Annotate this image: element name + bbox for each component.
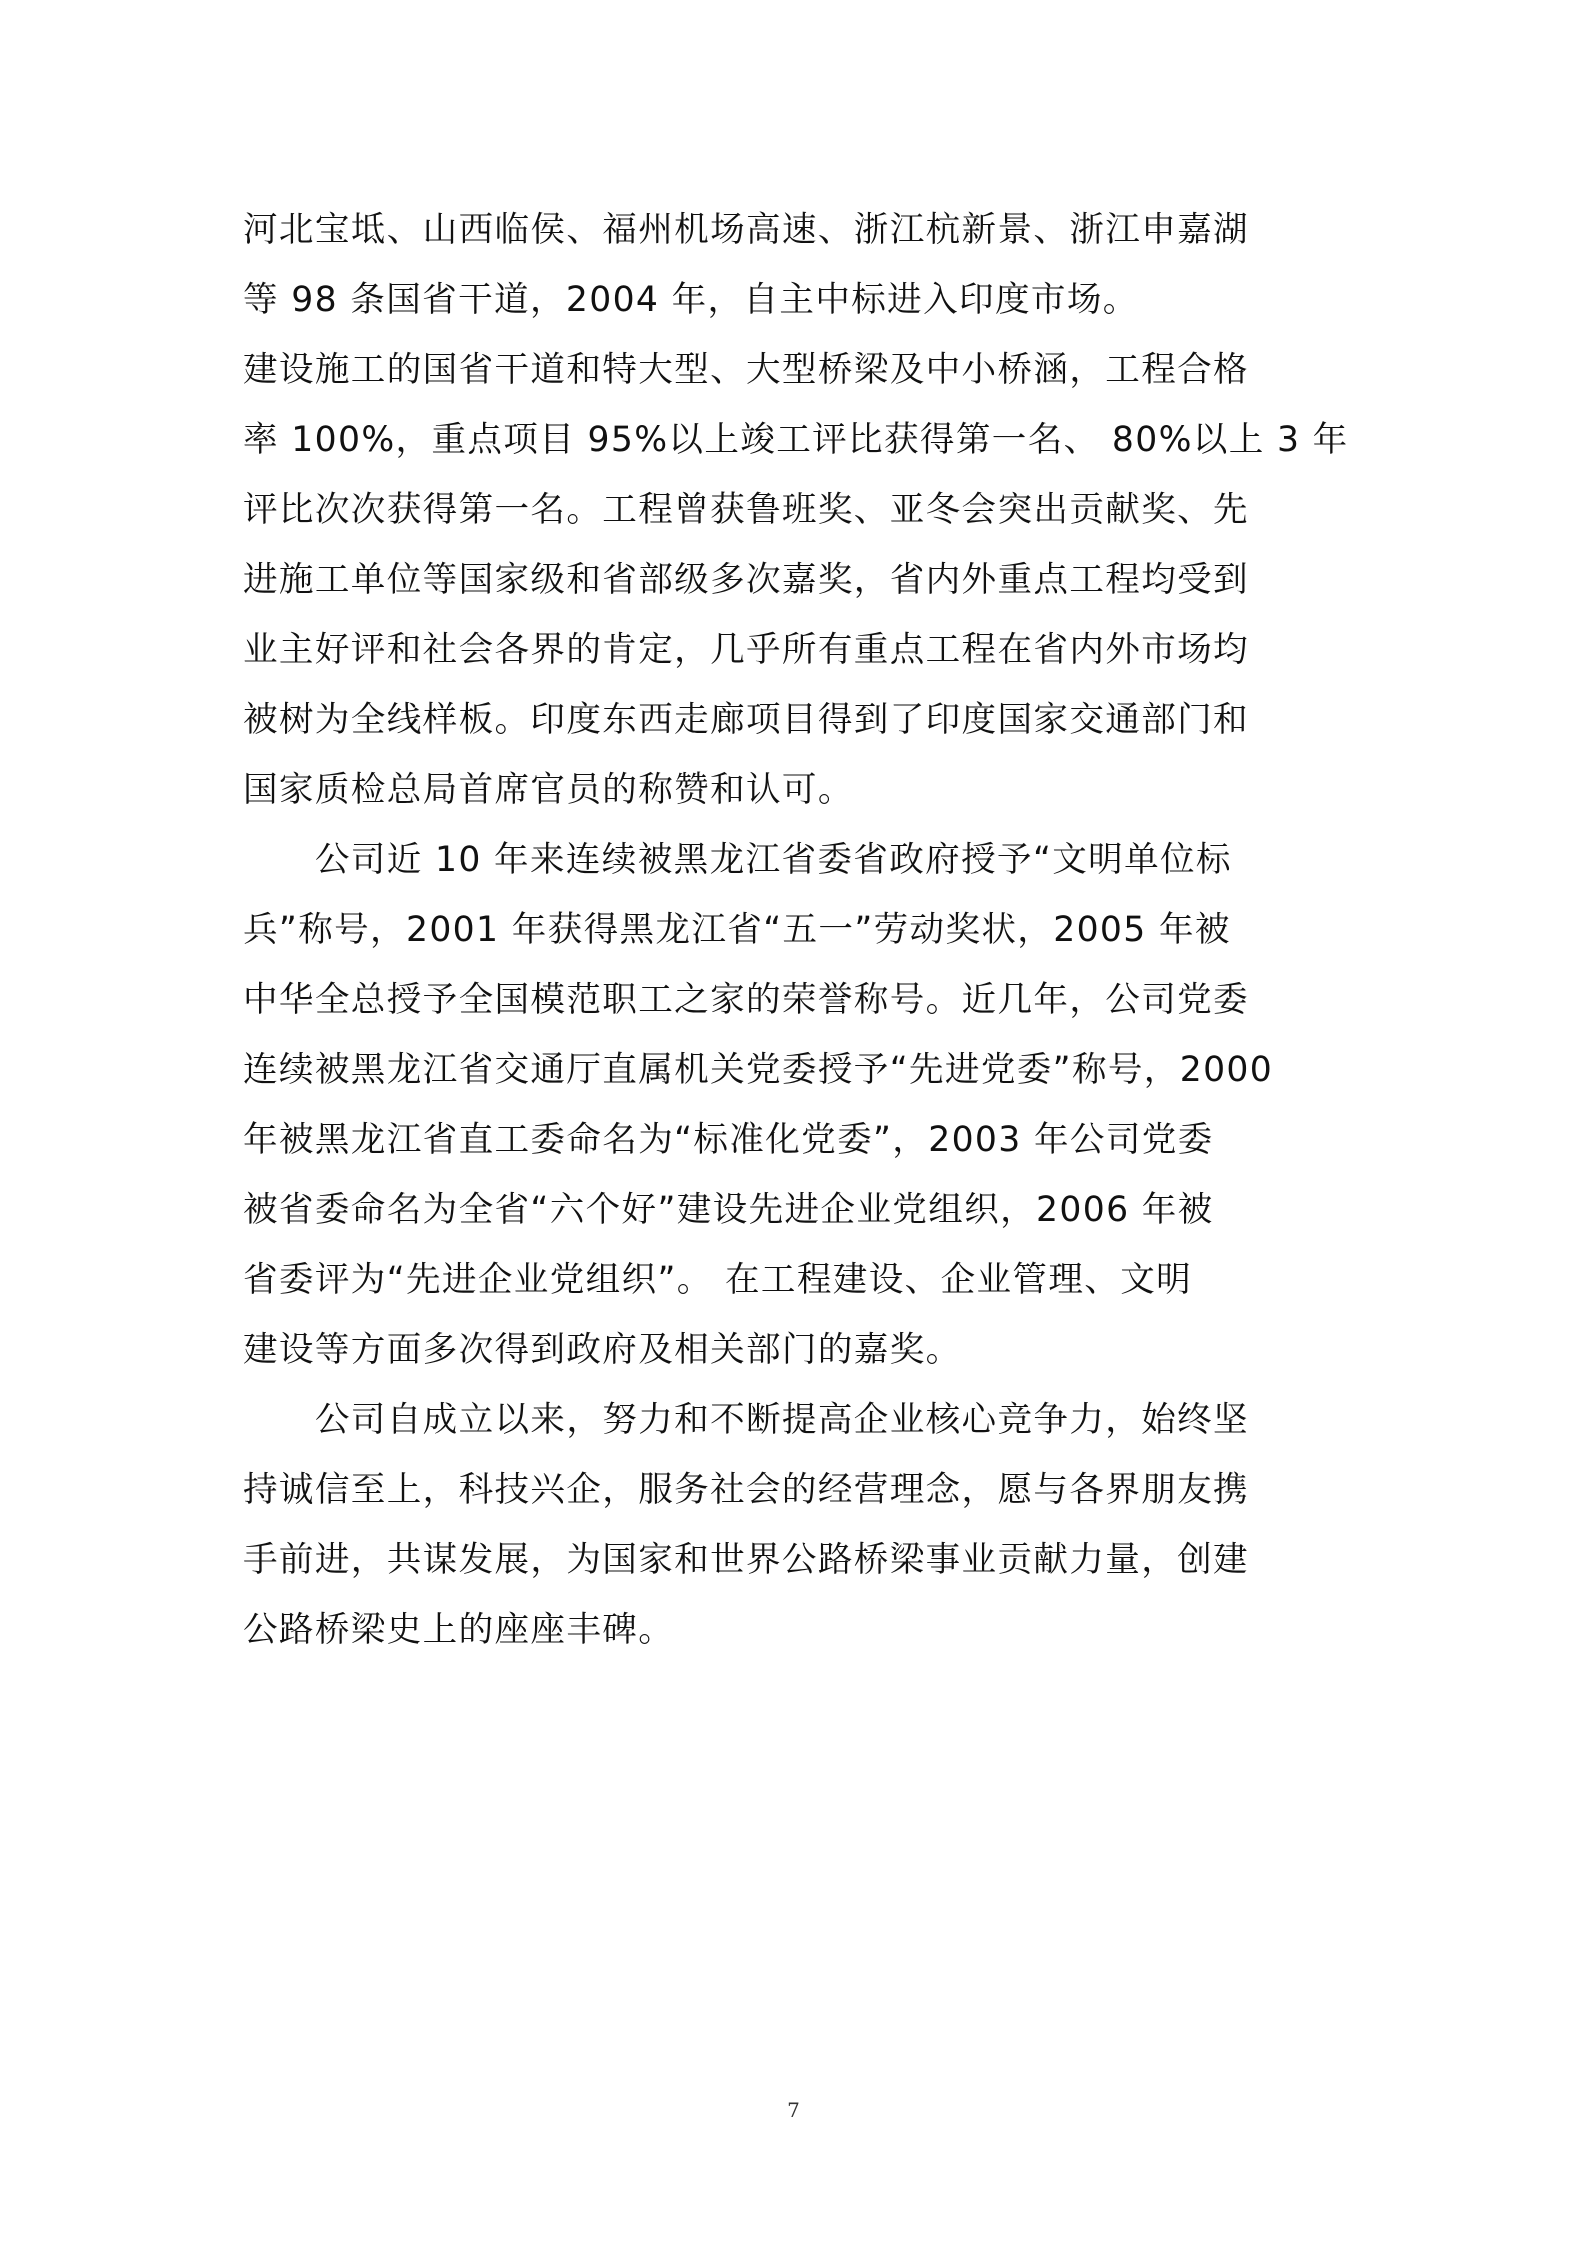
- text-line: 被树为全线样板。印度东西走廊项目得到了印度国家交通部门和: [243, 700, 1249, 740]
- text-line: 进施工单位等国家级和省部级多次嘉奖，省内外重点工程均受到: [243, 560, 1249, 600]
- text-line: 河北宝坻、山西临侯、福州机场高速、浙江杭新景、浙江申嘉湖: [243, 210, 1249, 250]
- text-line: 评比次次获得第一名。工程曾获鲁班奖、亚冬会突出贡献奖、先: [243, 490, 1249, 530]
- text-line: 建设施工的国省干道和特大型、大型桥梁及中小桥涵，工程合格: [243, 350, 1249, 390]
- text-line: 业主好评和社会各界的肯定，几乎所有重点工程在省内外市场均: [243, 630, 1249, 670]
- text-line: 公司近 10 年来连续被黑龙江省委省政府授予“文明单位标: [243, 840, 1232, 880]
- text-line: 中华全总授予全国模范职工之家的荣誉称号。近几年，公司党委: [243, 980, 1249, 1020]
- text-line: 率 100%，重点项目 95%以上竣工评比获得第一名、 80%以上 3 年: [243, 420, 1349, 460]
- page-number: 7: [787, 2098, 800, 2122]
- text-line: 等 98 条国省干道，2004 年，自主中标进入印度市场。: [243, 280, 1139, 320]
- text-line: 省委评为“先进企业党组织”。 在工程建设、企业管理、文明: [243, 1260, 1193, 1300]
- text-line: 兵”称号，2001 年获得黑龙江省“五一”劳动奖状，2005 年被: [243, 910, 1231, 950]
- text-line: 建设等方面多次得到政府及相关部门的嘉奖。: [243, 1330, 962, 1370]
- text-line: 被省委命名为全省“六个好”建设先进企业党组织，2006 年被: [243, 1190, 1214, 1230]
- text-line: 手前进，共谋发展，为国家和世界公路桥梁事业贡献力量，创建: [243, 1540, 1249, 1580]
- text-line: 持诚信至上，科技兴企，服务社会的经营理念，愿与各界朋友携: [243, 1470, 1249, 1510]
- text-line: 公司自成立以来，努力和不断提高企业核心竞争力，始终坚: [243, 1400, 1249, 1440]
- text-line: 年被黑龙江省直工委命名为“标准化党委”，2003 年公司党委: [243, 1120, 1214, 1160]
- text-line: 国家质检总局首席官员的称赞和认可。: [243, 770, 854, 810]
- text-line: 连续被黑龙江省交通厅直属机关党委授予“先进党委”称号，2000: [243, 1050, 1274, 1090]
- body-text: [243, 195, 1349, 1665]
- text-line: 公路桥梁史上的座座丰碑。: [243, 1610, 675, 1650]
